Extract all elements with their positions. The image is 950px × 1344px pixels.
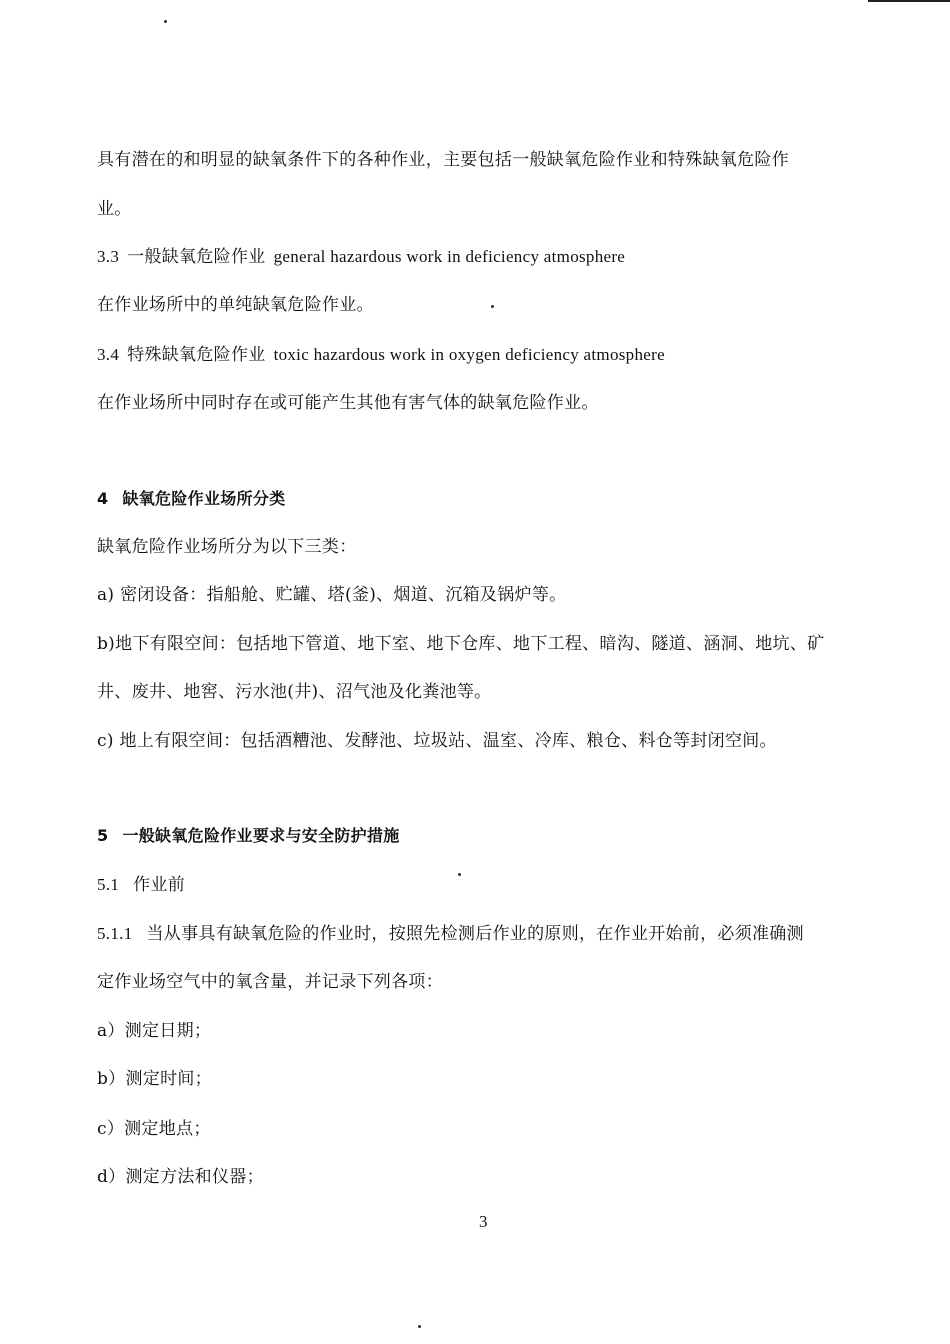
section-number: 5	[97, 826, 109, 845]
list-item: a) 密闭设备：指船舱、贮罐、塔(釜)、烟道、沉箱及锅炉等。	[97, 585, 567, 605]
section-number: 5.1	[97, 875, 120, 894]
section-4-heading	[97, 487, 285, 511]
list-item: d）测定方法和仪器；	[97, 1167, 264, 1187]
section-number: 4	[97, 489, 109, 508]
list-item: c）测定地点；	[97, 1119, 211, 1139]
section-3-3-definition: 在作业场所中的单纯缺氧危险作业。	[97, 295, 374, 315]
section-number: 3.3	[97, 247, 120, 266]
subsection-5-1-1-text	[97, 922, 804, 946]
list-item: a）测定日期；	[97, 1021, 212, 1041]
section-3-4-definition: 在作业场所中同时存在或可能产生其他有害气体的缺氧危险作业。	[97, 393, 599, 413]
paragraph-line: 具有潜在的和明显的缺氧条件下的各种作业，主要包括一般缺氧危险作业和特殊缺氧危险作	[97, 150, 789, 170]
section-title: 一般缺氧危险作业要求与安全防护措施	[122, 826, 400, 845]
section-title-zh: 一般缺氧危险作业	[127, 247, 266, 267]
section-3-4-heading	[97, 343, 665, 367]
paragraph-line: 业。	[97, 199, 132, 219]
section-title: 缺氧危险作业场所分类	[122, 489, 286, 508]
scan-edge-rule	[868, 0, 950, 2]
scan-speck	[418, 1325, 421, 1328]
list-item-continuation: 井、废井、地窖、污水池(井)、沼气池及化粪池等。	[97, 682, 492, 702]
scan-speck	[491, 305, 494, 308]
list-item: c) 地上有限空间：包括酒糟池、发酵池、垃圾站、温室、冷库、粮仓、料仓等封闭空间。	[97, 731, 777, 751]
scan-speck	[164, 20, 167, 23]
section-title-en: general hazardous work in deficiency atmosphere	[273, 247, 626, 266]
section-5-heading	[97, 824, 400, 848]
scan-speck	[458, 873, 461, 876]
list-item: b）测定时间；	[97, 1069, 212, 1089]
paragraph-text: 当从事具有缺氧危险的作业时，按照先检测后作业的原则，在作业开始前，必须准确测	[146, 924, 804, 944]
page-number: 3	[479, 1212, 488, 1231]
subsection-5-1-heading	[97, 873, 185, 897]
section-number: 5.1.1	[97, 924, 133, 943]
section-title-en: toxic hazardous work in oxygen deficiency atmosphere	[273, 345, 665, 364]
section-4-intro: 缺氧危险作业场所分为以下三类：	[97, 537, 357, 557]
list-item: b)地下有限空间：包括地下管道、地下室、地下仓库、地下工程、暗沟、隧道、涵洞、地坑、矿	[97, 634, 825, 654]
section-title-zh: 特殊缺氧危险作业	[127, 345, 266, 365]
paragraph-line: 定作业场空气中的氧含量，并记录下列各项：	[97, 972, 443, 992]
section-title: 作业前	[133, 875, 186, 895]
section-number: 3.4	[97, 345, 120, 364]
section-3-3-heading	[97, 245, 625, 269]
